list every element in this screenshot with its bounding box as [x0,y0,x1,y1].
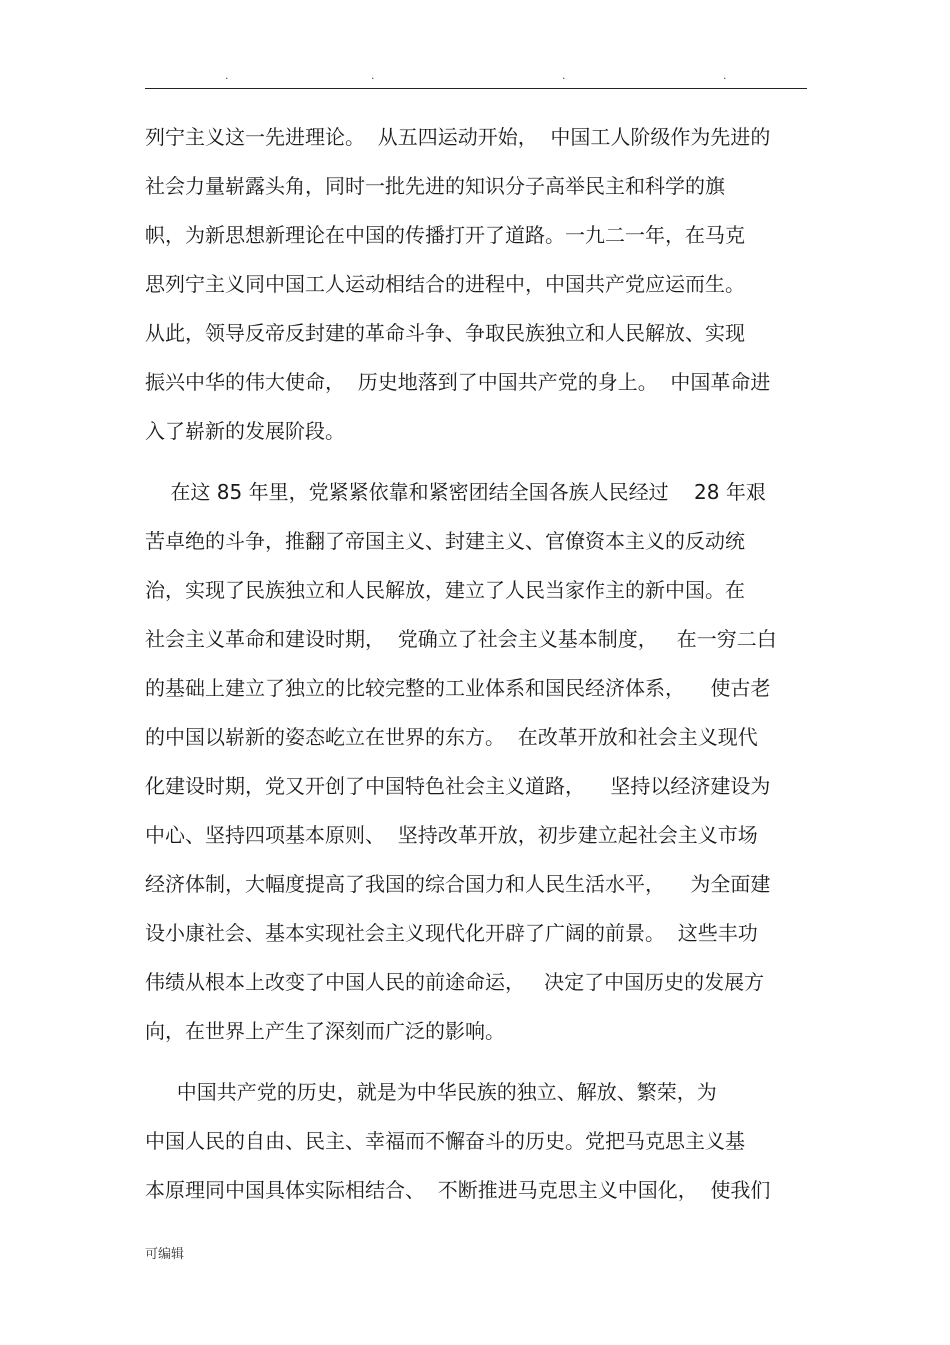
text-line: 思列宁主义同中国工人运动相结合的进程中，中国共产党应运而生。 [145,272,745,296]
text-line: 社会主义革命和建设时期， 党确立了社会主义基本制度， 在一穷二白 [145,627,777,651]
text-line: 本原理同中国具体实际相结合、 不断推进马克思主义中国化， 使我们 [145,1178,771,1202]
text-line: 治，实现了民族独立和人民解放，建立了人民当家作主的新中国。在 [145,578,745,602]
text-line: 从此，领导反帝反封建的革命斗争、争取民族独立和人民解放、实现 [145,321,745,345]
text-line: 帜，为新思想新理论在中国的传播打开了道路。一九二一年，在马克 [145,223,745,247]
footer-label: 可编辑 [145,1247,185,1262]
text-line: 的基础上建立了独立的比较完整的工业体系和国民经济体系， 使古老 [145,676,771,700]
text-line: 社会力量崭露头角，同时一批先进的知识分子高举民主和科学的旗 [145,174,725,198]
text-line: 经济体制，大幅度提高了我国的综合国力和人民生活水平， 为全面建 [145,872,771,896]
header-dot: . [371,69,375,82]
text-line: 设小康社会、基本实现社会主义现代化开辟了广阔的前景。 这些丰功 [145,921,758,945]
text-line: 在这 85 年里，党紧紧依靠和紧密团结全国各族人民经过 28 年艰 [145,480,766,504]
text-line: 列宁主义这一先进理论。 从五四运动开始， 中国工人阶级作为先进的 [145,125,771,149]
header-dot: . [225,69,229,82]
text-line: 中心、坚持四项基本原则、 坚持改革开放，初步建立起社会主义市场 [145,823,758,847]
text-line: 化建设时期，党又开创了中国特色社会主义道路， 坚持以经济建设为 [145,774,771,798]
header-dot: . [723,69,727,82]
text-line: 伟绩从根本上改变了中国人民的前途命运， 决定了中国历史的发展方 [145,970,765,994]
header-dot: . [562,69,566,82]
text-line: 向，在世界上产生了深刻而广泛的影响。 [145,1019,505,1043]
header-dots [145,70,807,84]
text-line: 的中国以崭新的姿态屹立在世界的东方。 在改革开放和社会主义现代 [145,725,758,749]
text-line: 中国人民的自由、民主、幸福而不懈奋斗的历史。党把马克思主义基 [145,1129,745,1153]
text-line: 振兴中华的伟大使命， 历史地落到了中国共产党的身上。 中国革命进 [145,370,771,394]
text-line: 入了崭新的发展阶段。 [145,419,345,443]
text-line: 中国共产党的历史，就是为中华民族的独立、解放、繁荣，为 [145,1080,717,1104]
text-line: 苦卓绝的斗争，推翻了帝国主义、封建主义、官僚资本主义的反动统 [145,529,745,553]
header-rule [145,88,807,89]
